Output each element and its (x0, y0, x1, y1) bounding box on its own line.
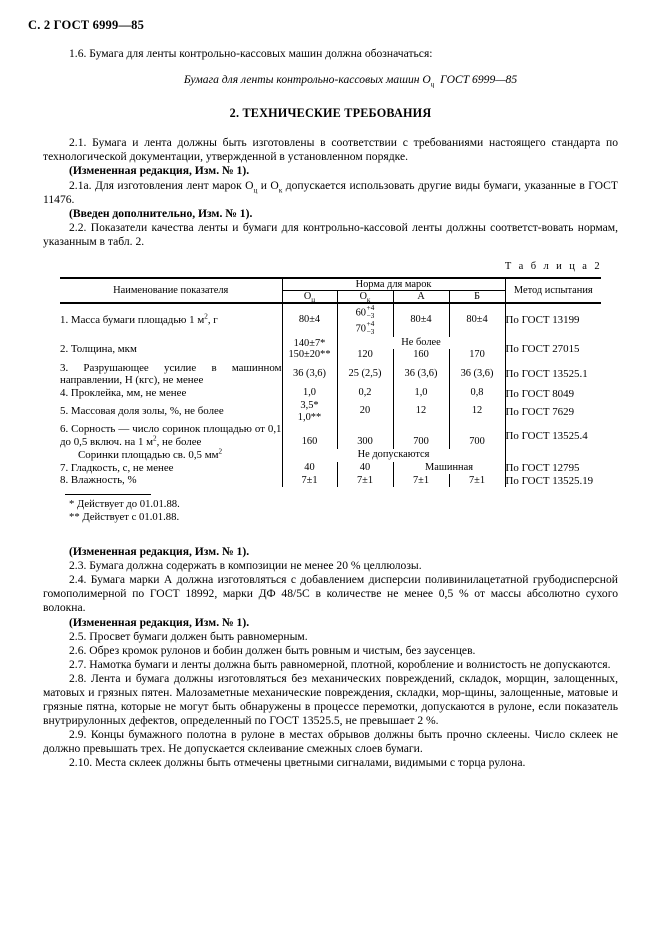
row-1-ok-top-dn: −3 (366, 310, 375, 320)
clause-2-1a (43, 179, 618, 207)
row-9-name: 8. Влажность, % (60, 474, 137, 487)
th-mark-oc-base: О (303, 291, 312, 303)
row-6-name-part1: 6. Сорность — число соринок площадью от 0,1 до 0,5 включ. на 1 м (60, 423, 282, 449)
clause-1-6: 1.6. Бумага для ленты контрольно-кассовых машин должна обозначаться: (69, 47, 433, 60)
row-3-method: По ГОСТ 13525.1 (505, 368, 588, 381)
row-8-method: По ГОСТ 12795 (505, 462, 580, 475)
row-4-name: 4. Проклейка, мм, не менее (60, 387, 187, 400)
row-1-value-b: 80±4 (449, 303, 505, 336)
row-5-name: 5. Массовая доля золы, %, не более (60, 405, 224, 418)
row-6-name-part2: , не более (156, 436, 202, 449)
table-row (60, 337, 601, 362)
row-5-value-a: 12 (393, 400, 449, 423)
note-izm-1: (Измененная редакция, Изм. № 1). (69, 164, 250, 178)
row-2-value-oc (282, 337, 337, 362)
row-1-ok-top-base: 60 (355, 307, 366, 319)
row-5-value-ok: 20 (337, 400, 393, 423)
designation-subscript: ц (430, 80, 435, 89)
row-8-value-oc: 40 (282, 462, 337, 475)
row-7-method (505, 449, 601, 462)
page-header: С. 2 ГОСТ 6999—85 (28, 18, 145, 32)
table-head (60, 278, 601, 303)
table-row (60, 400, 601, 423)
row-1-method: По ГОСТ 13199 (505, 314, 580, 327)
th-mark-ok-sub: к (366, 296, 371, 305)
row-2-value-b: 170 (449, 349, 505, 362)
row-1-name (60, 303, 282, 336)
row-1-value-ok (337, 303, 393, 336)
section-title: 2. ТЕХНИЧЕСКИЕ ТРЕБОВАНИЯ (229, 106, 432, 121)
row-1-ok-top-up: +4 (366, 303, 375, 313)
row-4-value-b: 0,8 (449, 387, 505, 400)
note-izm-3: (Измененная редакция, Изм. № 1). (69, 615, 250, 629)
table-header-row-1 (60, 278, 601, 291)
table-row (60, 303, 601, 336)
row-1-ok-bot-base: 70 (355, 323, 366, 335)
th-mark-ok-base: О (359, 291, 367, 303)
note-vveden: (Введен дополнительно, Изм. № 1). (69, 206, 253, 220)
row-6-value-oc: 160 (282, 423, 337, 449)
table-row (60, 362, 601, 388)
row-7-name-sup: 2 (218, 447, 223, 456)
th-mark-oc (282, 291, 337, 304)
row-6-name-sup: 2 (153, 434, 157, 443)
row-6-value-a: 700 (393, 423, 449, 449)
mark-oc-subscript: ц (253, 185, 258, 194)
clause-2-1a-text-2: и О (257, 178, 279, 192)
row-2-value-a: 160 (393, 349, 449, 362)
row-1-ok-bot-up: +4 (366, 319, 375, 329)
row-7-name-part1: Соринки площадью св. 0,5 мм (78, 448, 219, 461)
clause-2-2: 2.2. Показатели качества ленты и бумаги для контрольно-кассовой ленты должны соответст-вовать нормам, указанным в табл. 2. (43, 220, 618, 248)
clause-2-1a-text-1: 2.1а. Для изготовления лент марок О (69, 178, 254, 192)
clause-2-7: 2.7. Намотка бумаги и ленты должна быть равномерной, плотной, коробление и волнистость не допускаются. (69, 657, 611, 671)
table-row (60, 423, 601, 449)
row-2-name: 2. Толщина, мкм (60, 342, 137, 355)
clause-2-4: 2.4. Бумага марки А должна изготовляться с добавлением дисперсии поливинилацетатной грубодисперсной гомополимерной по ГОСТ 18992, марки ДФ 48/5С в количестве не менее 0,5 % от массы абсолютно сухого волокна. (43, 573, 618, 615)
clause-2-6: 2.6. Обрез кромок рулонов и бобин должен быть ровным и чистым, без заусенцев. (69, 643, 476, 657)
clause-2-1a-text-3: допускается использовать другие виды бумаги, указанные в ГОСТ 11476. (43, 178, 618, 206)
row-6-name (60, 423, 282, 449)
row-2-value-ok: 120 (357, 349, 373, 361)
row-6-value-ok: 300 (337, 423, 393, 449)
clause-2-9: 2.9. Концы бумажного полотна в рулоне в местах обрывов должны быть прочно склеены. Число склеек не должно превышать трех. Не допускается склеивание смежных слоев бумаги. (43, 728, 618, 756)
row-6-method: По ГОСТ 13525.4 (505, 430, 588, 443)
row-2-span-cell (337, 337, 505, 362)
specification-table (60, 277, 601, 487)
th-mark-oc-sub: ц (311, 296, 316, 305)
th-mark-a: А (393, 291, 449, 304)
row-2-method: По ГОСТ 27015 (505, 337, 601, 362)
row-4-value-a: 1,0 (393, 387, 449, 400)
note-izm-2: (Измененная редакция, Изм. № 1). (69, 545, 250, 559)
th-mark-b: Б (449, 291, 505, 304)
row-1-ok-top-tol (367, 304, 375, 319)
designation-prefix: Бумага для ленты контрольно-кассовых машин О (183, 73, 431, 87)
row-1-value-oc: 80±4 (282, 303, 337, 336)
row-1-ok-bot-tol (367, 320, 375, 335)
row-9-method: По ГОСТ 13525.19 (505, 474, 594, 487)
row-7-name (60, 449, 282, 462)
footnote-1: * Действует до 01.01.88. (69, 498, 180, 511)
th-indicator-name: Наименование показателя (60, 278, 282, 303)
row-2-span-label: Не более (401, 336, 441, 348)
table-row (60, 474, 601, 487)
table-row (60, 387, 601, 400)
row-2-value-oc-line1: 140±7* (293, 337, 326, 349)
product-designation (43, 73, 618, 87)
table-row (60, 449, 601, 462)
row-1-ok-bot-dn: −3 (366, 326, 375, 336)
row-8-span-cell: Машинная (393, 462, 505, 475)
row-9-value-ok: 7±1 (337, 474, 393, 487)
th-norm-group: Норма для марок (282, 278, 505, 291)
row-2-value-oc-line2: 150±20** (288, 349, 331, 361)
row-1-name-prefix: 1. Масса бумаги площадью 1 м (60, 313, 205, 326)
row-2-subvalues (338, 349, 505, 362)
row-1-value-ok-line2 (338, 320, 393, 336)
mark-ok-subscript: к (278, 185, 283, 194)
row-3-value-oc: 36 (3,6) (282, 362, 337, 388)
row-5-value-b: 12 (449, 400, 505, 423)
row-8-name: 7. Гладкость, с, не менее (60, 461, 174, 474)
table-row (60, 462, 601, 475)
table-body (60, 303, 601, 487)
row-3-value-ok: 25 (2,5) (337, 362, 393, 388)
row-5-value-oc-line2: 1,0** (297, 411, 322, 423)
row-3-value-a: 36 (3,6) (393, 362, 449, 388)
clause-2-3: 2.3. Бумага должна содержать в композиции не менее 20 % целлюлозы. (69, 559, 422, 573)
row-8-value-ok: 40 (337, 462, 393, 475)
row-5-method: По ГОСТ 7629 (505, 405, 575, 418)
row-3-name: 3. Разрушающее усилие в машинном направлении, Н (кгс), не менее (60, 361, 282, 387)
row-4-value-ok: 0,2 (337, 387, 393, 400)
spacer (43, 120, 618, 136)
clause-2-10: 2.10. Места склеек должны быть отмечены цветными сигналами, видимыми с торца рулона. (69, 756, 526, 770)
spacer (43, 523, 618, 532)
row-3-value-b: 36 (3,6) (449, 362, 505, 388)
row-1-name-suffix: , г (207, 313, 218, 326)
row-7-span-cell: Не допускаются (282, 449, 505, 462)
footnote-rule (65, 494, 151, 495)
row-9-value-a: 7±1 (393, 474, 449, 487)
designation-suffix: ГОСТ 6999—85 (440, 73, 518, 87)
row-1-value-ok-line1 (338, 304, 393, 320)
page-content (43, 47, 618, 771)
row-4-value-oc: 1,0 (282, 387, 337, 400)
table-caption: Т а б л и ц а 2 (504, 261, 602, 273)
row-5-value-oc-line1: 3,5* (300, 400, 319, 412)
footnote-2: ** Действует с 01.01.88. (69, 510, 180, 523)
clause-2-1: 2.1. Бумага и лента должны быть изготовлены в соответствии с требованиями настоящего стандарта по технологической документации, утвержденной в установленном порядке. (43, 136, 618, 164)
row-5-value-oc (282, 400, 337, 423)
th-mark-ok (337, 291, 393, 304)
row-6-value-b: 700 (449, 423, 505, 449)
row-4-method: По ГОСТ 8049 (505, 387, 575, 400)
row-9-value-oc: 7±1 (282, 474, 337, 487)
row-1-name-sup: 2 (204, 312, 208, 321)
row-9-value-b: 7±1 (449, 474, 505, 487)
row-1-value-a: 80±4 (393, 303, 449, 336)
clause-2-8: 2.8. Лента и бумага должны изготовляться без механических повреждений, складок, морщин, залощенных, матовых и грязных пятен. Малозаметные механические повреждения, складки, мор-щины, залощенные, матовые и грязные пятна, которые не могут быть обнаружены в процессе перемотки, допускаются в рулоне, если показатель внутрирулонных дефектов, определенный по ГОСТ 13525.5, не превышает 2 %. (43, 671, 618, 728)
clause-2-5: 2.5. Просвет бумаги должен быть равномерным. (69, 629, 308, 643)
th-test-method: Метод испытания (505, 278, 601, 303)
